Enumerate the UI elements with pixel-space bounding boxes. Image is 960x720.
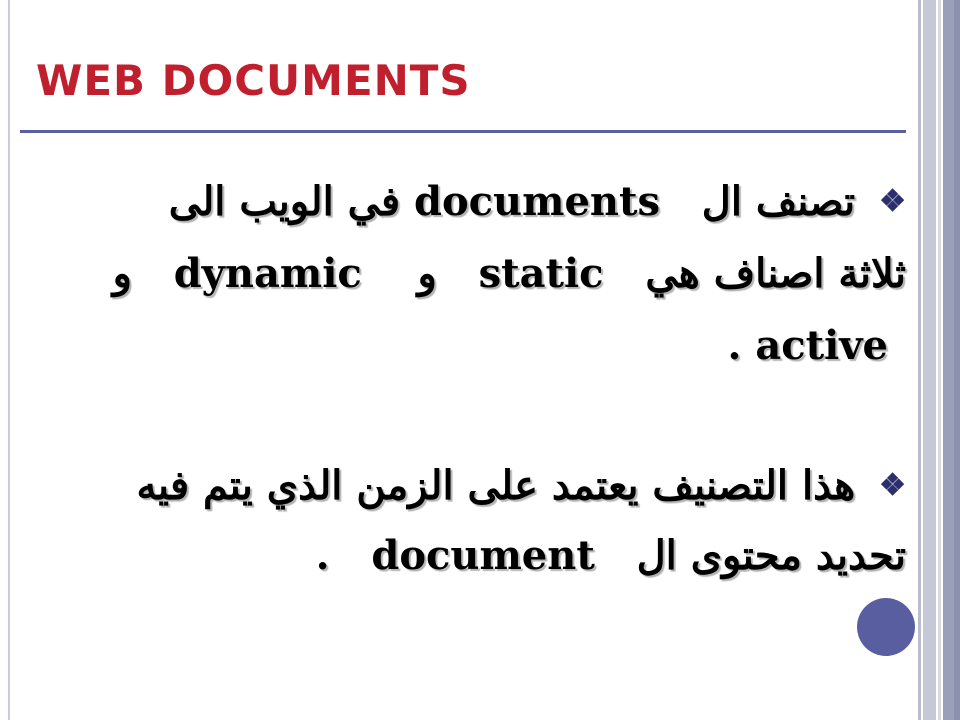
stripe	[938, 0, 941, 720]
bullet1-line1-ar-a: تصنف ال	[701, 178, 856, 225]
bullet1-line1-en: documents	[414, 178, 660, 225]
bullet2-line1-text: هذا التصنيف يعتمد على الزمن الذي يتم فيه	[136, 462, 856, 509]
bullet1-line2-and-b: و	[112, 250, 132, 297]
stripe	[918, 0, 921, 720]
right-stripes	[918, 0, 960, 720]
bullet1-line2-en-a: static	[478, 250, 604, 297]
circle-decoration	[857, 598, 915, 656]
slide-title: WEB DOCUMENTS	[36, 56, 471, 105]
left-frame-line	[8, 0, 10, 720]
bullet2-line2-end: .	[315, 532, 330, 579]
bullet1-line2-ar-a: ثلاثة اصناف هي	[645, 250, 906, 297]
bullet2-line1	[136, 462, 906, 509]
diamond-bullet-icon: ❖	[879, 184, 906, 219]
bullet1-line3-text: . active	[727, 322, 888, 369]
stripe	[923, 0, 936, 720]
bullet1-line1	[169, 178, 906, 225]
diamond-bullet-icon: ❖	[879, 468, 906, 503]
bullet2-line2-en: document	[371, 532, 595, 579]
bullet1-line2	[113, 250, 906, 297]
bullet2-line2-ar: تحديد محتوى ال	[636, 532, 906, 579]
bullet1-line1-ar-b: في الويب الى	[168, 178, 401, 225]
bullet1-line2-and-a: و	[417, 250, 437, 297]
bullet1-line2-en-b: dynamic	[173, 250, 362, 297]
bullet1-line3	[728, 322, 889, 369]
title-underline	[20, 130, 906, 133]
bullet2-line2	[316, 532, 906, 579]
stripe	[954, 0, 960, 720]
